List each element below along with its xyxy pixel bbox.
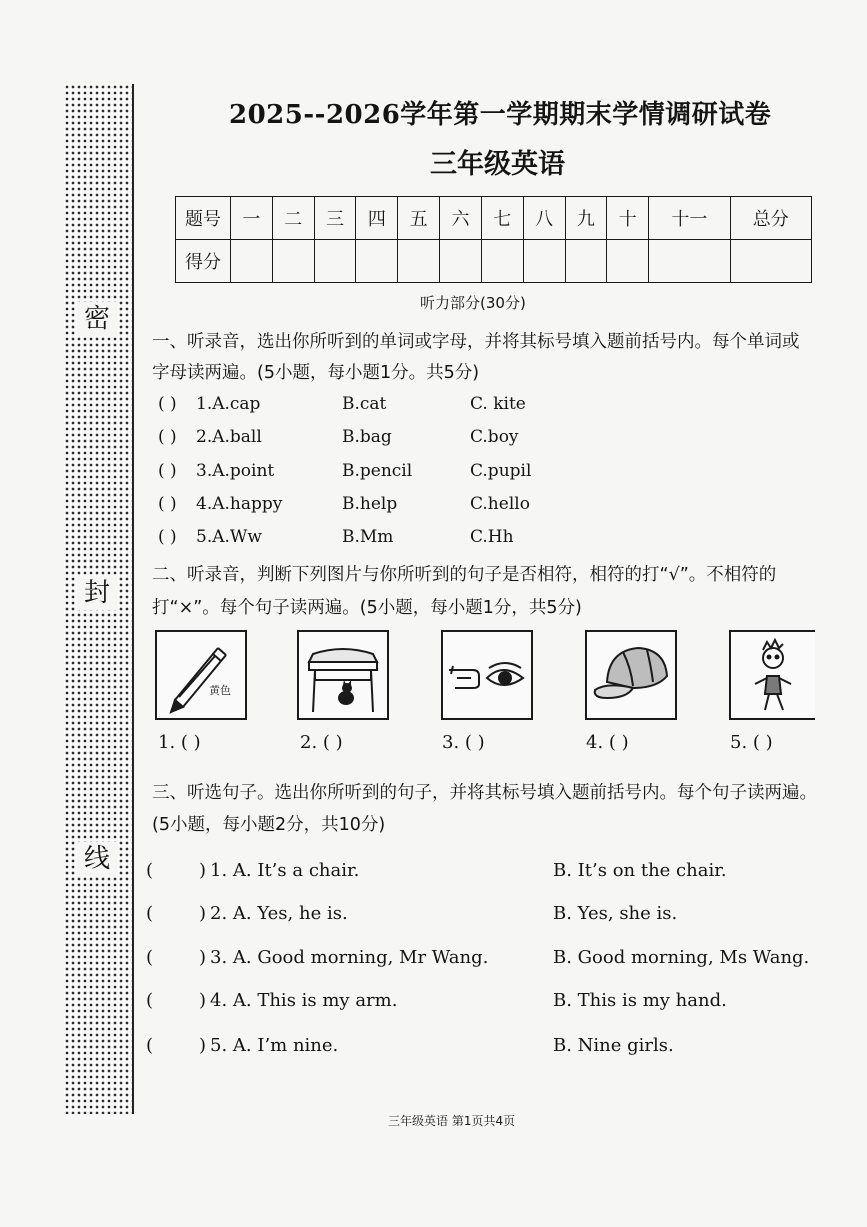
score-cell[interactable]: [607, 240, 649, 283]
sentence-option-a: 4. A. This is my arm.: [210, 990, 398, 1011]
score-cell[interactable]: [356, 240, 398, 283]
sentence-option-a: 5. A. I’m nine.: [210, 1035, 339, 1056]
picture-3: [441, 630, 533, 720]
option-c: C.boy: [470, 427, 519, 447]
option-a: 1.A.cap: [196, 394, 261, 414]
score-col-total: 总分: [730, 197, 811, 240]
pencil-icon: [157, 632, 245, 718]
section2-instruction-line1: 二、听录音，判断下列图片与你所听到的句子是否相符，相符的打“√”。不相符的: [152, 565, 777, 585]
answer-bracket[interactable]: ( ): [158, 527, 177, 547]
pencil-color-label: 黄色: [209, 684, 231, 697]
picture-2-answer[interactable]: 2. ( ): [300, 732, 343, 753]
picture-1-answer[interactable]: 1. ( ): [158, 732, 201, 753]
option-c: C.hello: [470, 494, 530, 514]
score-col-11: 十一: [649, 197, 730, 240]
binding-mark-xian: 线: [77, 842, 117, 876]
score-cell[interactable]: [440, 240, 482, 283]
sentence-option-b: B. This is my hand.: [553, 990, 727, 1011]
option-a: 4.A.happy: [196, 494, 283, 514]
score-col-5: 五: [398, 197, 440, 240]
listening-part-heading: 听力部分(30分): [420, 294, 526, 312]
score-table: [175, 196, 812, 283]
score-col-4: 四: [356, 197, 398, 240]
score-col-3: 三: [314, 197, 356, 240]
option-a: 3.A.point: [196, 461, 275, 481]
option-a: 2.A.ball: [196, 427, 262, 447]
picture-5: [729, 630, 815, 720]
score-cell[interactable]: [649, 240, 730, 283]
answer-bracket-close: ): [199, 990, 207, 1011]
score-cell[interactable]: [565, 240, 607, 283]
score-table-header-row: [176, 197, 812, 240]
option-b: B.help: [342, 494, 398, 514]
score-col-7: 七: [481, 197, 523, 240]
option-b: B.pencil: [342, 461, 413, 481]
binding-mark-mi: 密: [77, 302, 117, 336]
score-cell[interactable]: [272, 240, 314, 283]
answer-bracket-open[interactable]: (: [146, 860, 154, 881]
sentence-option-a: 1. A. It’s a chair.: [210, 860, 360, 881]
option-c: C. kite: [470, 394, 526, 414]
sentence-option-a: 2. A. Yes, he is.: [210, 903, 348, 924]
answer-bracket-open[interactable]: (: [146, 990, 154, 1011]
score-col-9: 九: [565, 197, 607, 240]
score-cell[interactable]: [730, 240, 811, 283]
picture-2: [297, 630, 389, 720]
option-c: C.Hh: [470, 527, 514, 547]
score-col-8: 八: [523, 197, 565, 240]
score-table-score-row: [176, 240, 812, 283]
option-b: B.Mm: [342, 527, 394, 547]
boy-icon: [731, 632, 815, 718]
answer-bracket-close: ): [199, 1035, 207, 1056]
answer-bracket-open[interactable]: (: [146, 947, 154, 968]
picture-5-answer[interactable]: 5. ( ): [730, 732, 773, 753]
score-row-head: 得分: [176, 240, 231, 283]
score-cell[interactable]: [231, 240, 273, 283]
sentence-option-b: B. It’s on the chair.: [553, 860, 727, 881]
exam-title: 2025--2026学年第一学期期末学情调研试卷: [229, 100, 772, 130]
option-b: B.cat: [342, 394, 387, 414]
cap-icon: [587, 632, 675, 718]
binding-mark-feng: 封: [77, 576, 117, 610]
score-cell[interactable]: [314, 240, 356, 283]
score-col-6: 六: [440, 197, 482, 240]
desk-cat-icon: [299, 632, 387, 718]
answer-bracket-close: ): [199, 860, 207, 881]
option-a: 5.A.Ww: [196, 527, 262, 547]
answer-bracket-open[interactable]: (: [146, 903, 154, 924]
exam-subtitle: 三年级英语: [430, 149, 565, 180]
picture-4: [585, 630, 677, 720]
score-cell[interactable]: [398, 240, 440, 283]
picture-3-answer[interactable]: 3. ( ): [442, 732, 485, 753]
score-cell[interactable]: [523, 240, 565, 283]
score-cell[interactable]: [481, 240, 523, 283]
sentence-option-b: B. Yes, she is.: [553, 903, 678, 924]
score-col-2: 二: [272, 197, 314, 240]
score-col-10: 十: [607, 197, 649, 240]
answer-bracket-open[interactable]: (: [146, 1035, 154, 1056]
answer-bracket[interactable]: ( ): [158, 394, 177, 414]
section3-instruction-line1: 三、听选句子。选出你所听到的句子，并将其标号填入题前括号内。每个句子读两遍。: [152, 783, 817, 803]
answer-bracket-close: ): [199, 947, 207, 968]
sentence-option-a: 3. A. Good morning, Mr Wang.: [210, 947, 489, 968]
picture-4-answer[interactable]: 4. ( ): [586, 732, 629, 753]
answer-bracket[interactable]: ( ): [158, 461, 177, 481]
point-eye-icon: [443, 632, 531, 718]
picture-1: [155, 630, 247, 720]
section1-instruction-line1: 一、听录音，选出你所听到的单词或字母，并将其标号填入题前括号内。每个单词或: [152, 332, 800, 352]
answer-bracket[interactable]: ( ): [158, 494, 177, 514]
option-c: C.pupil: [470, 461, 532, 481]
sentence-option-b: B. Good morning, Ms Wang.: [553, 947, 810, 968]
answer-bracket[interactable]: ( ): [158, 427, 177, 447]
score-table-row-head: 题号: [176, 197, 231, 240]
option-b: B.bag: [342, 427, 392, 447]
sentence-option-b: B. Nine girls.: [553, 1035, 674, 1056]
answer-bracket-close: ): [199, 903, 207, 924]
section3-instruction-line2: (5小题，每小题2分，共10分): [152, 815, 386, 835]
page-footer: 三年级英语 第1页共4页: [388, 1114, 516, 1128]
section2-instruction-line2: 打“×”。每个句子读两遍。(5小题，每小题1分，共5分): [152, 598, 582, 618]
score-col-1: 一: [231, 197, 273, 240]
section1-instruction-line2: 字母读两遍。(5小题，每小题1分。共5分): [152, 363, 480, 383]
